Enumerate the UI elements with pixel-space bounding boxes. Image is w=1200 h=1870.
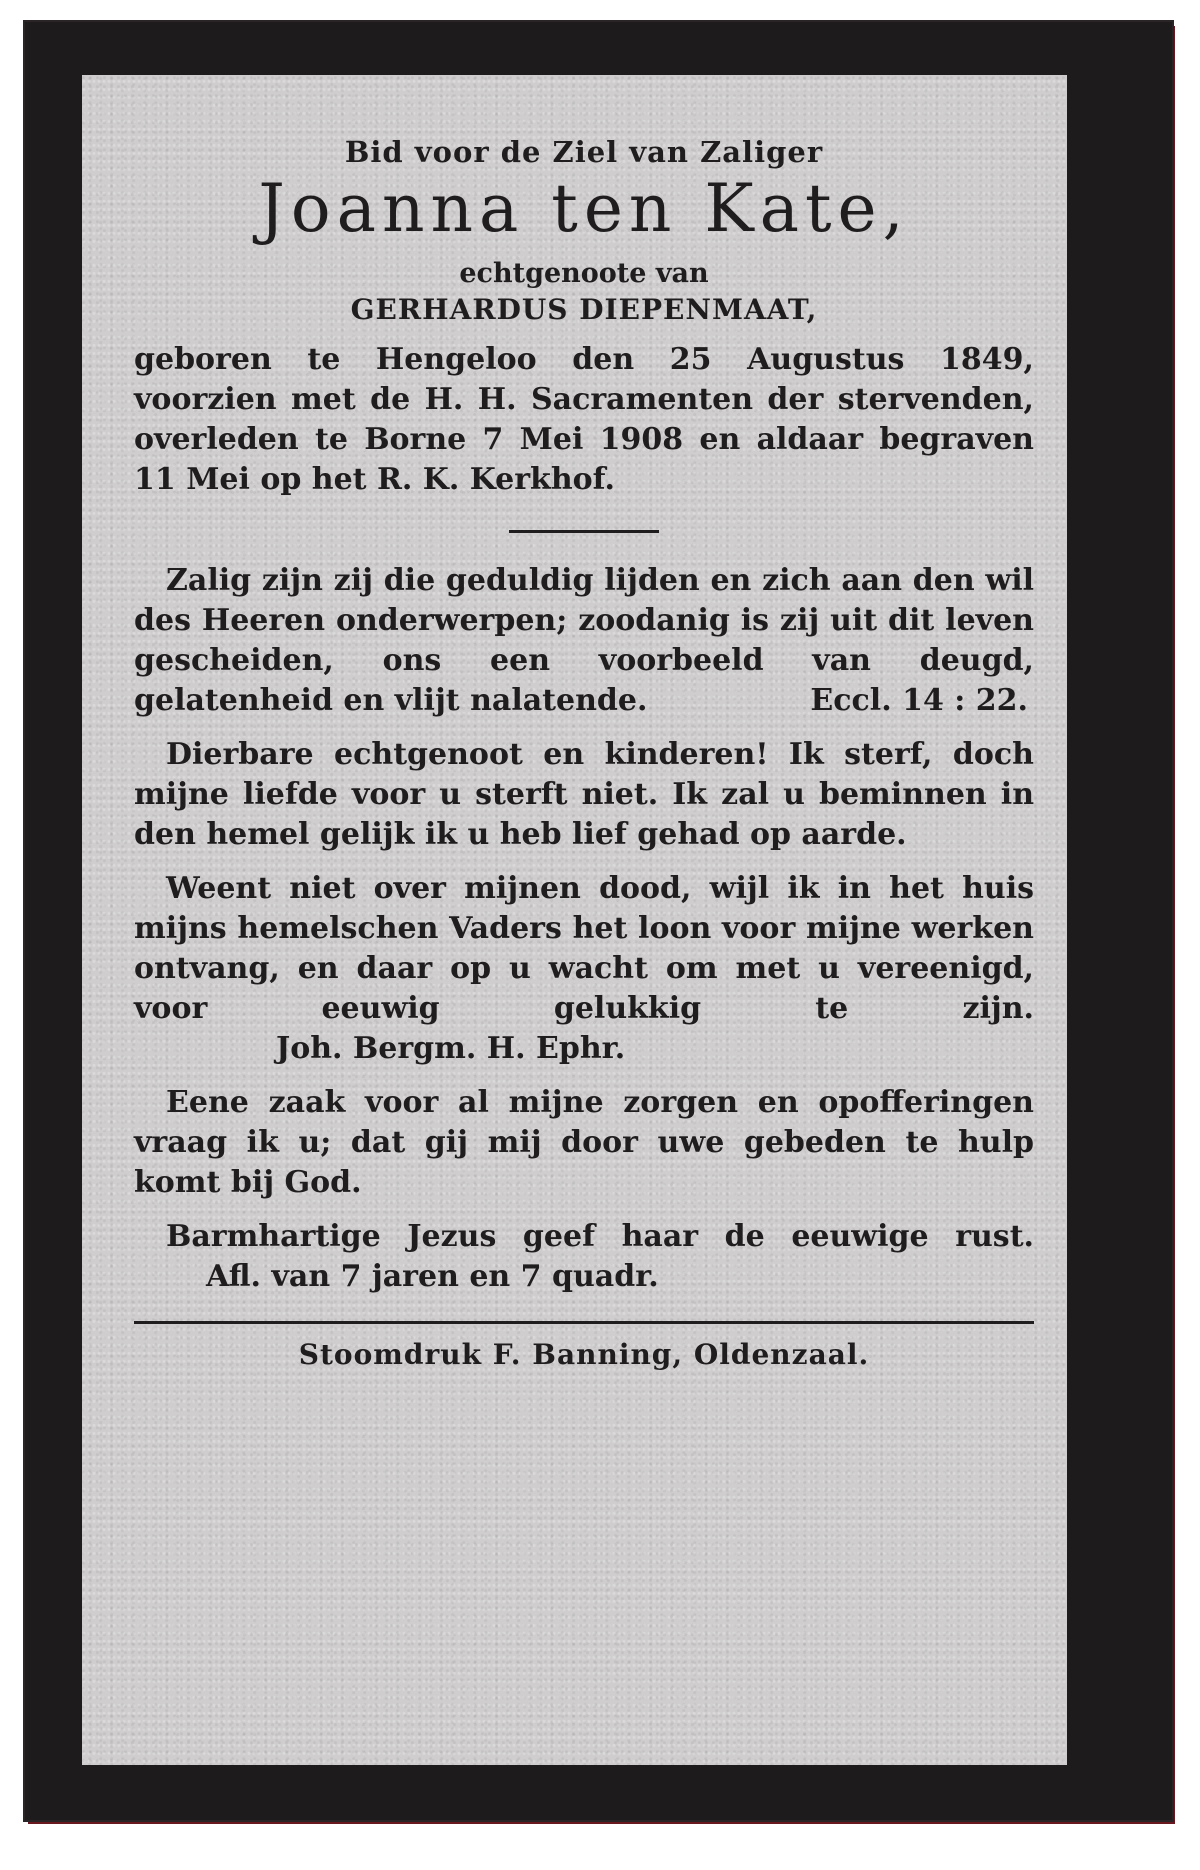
printer-credit: Stoomdruk F. Banning, Oldenzaal.	[298, 1337, 870, 1371]
passage-farewell: Dierbare echtgenoot en kinderen! Ik sterf, doch mijne liefde voor u sterft niet. Ik zal u beminnen in den hemel gelijk ik u heb lief gehad op aarde.	[134, 736, 1034, 852]
passage-request: Eene zaak voor al mijne zorgen en opofferingen vraag ik u; dat gij mij door uwe gebeden te hulp komt bij God.	[134, 1084, 1034, 1200]
passage-consolation-text: Weent niet over mijnen dood, wijl ik in het huis mijns hemelschen Vaders het loon voor mijne werken ontvang, en daar op u wacht om met u vereenigd, voor eeuwig gelukkig te zijn.	[134, 870, 1034, 1026]
memorial-card	[82, 75, 1067, 1765]
passage-beatitude	[134, 561, 1034, 721]
short-divider	[509, 530, 659, 533]
passage-beatitude-text: Zalig zijn zij die geduldig lijden en zich aan den wil des Heeren onderwerpen; zoodanig is zij uit dit leven gescheiden, ons een voorbeeld van deugd, gelatenheid en vlijt nalatende.	[134, 562, 1034, 718]
card-text	[134, 135, 1034, 1371]
spouse-intro: echtgenoote van	[459, 257, 709, 289]
passage-prayer	[134, 1217, 1034, 1297]
passage-prayer-indulgence: Afl. van 7 jaren en 7 quadr.	[206, 1258, 659, 1294]
passage-prayer-text: Barmhartige Jezus geef haar de eeuwige rust.	[166, 1218, 1034, 1254]
long-divider	[134, 1321, 1034, 1324]
passage-beatitude-citation: Eccl. 14 : 22.	[810, 682, 1028, 718]
passage-consolation-citation: Joh. Bergm. H. Ephr.	[276, 1030, 626, 1066]
prayer-heading: Bid voor de Ziel van Zaliger	[344, 135, 824, 169]
biography: geboren te Hengeloo den 25 Augustus 1849, voorzien met de H. H. Sacramenten der stervenden, overleden te Borne 7 Mei 1908 en aldaar begraven 11 Mei op het R. K. Kerkhof.	[134, 341, 1034, 497]
passage-consolation	[134, 869, 1034, 1069]
deceased-name: Joanna ten Kate,	[258, 170, 910, 247]
spouse-name: GERHARDUS DIEPENMAAT,	[350, 292, 818, 326]
